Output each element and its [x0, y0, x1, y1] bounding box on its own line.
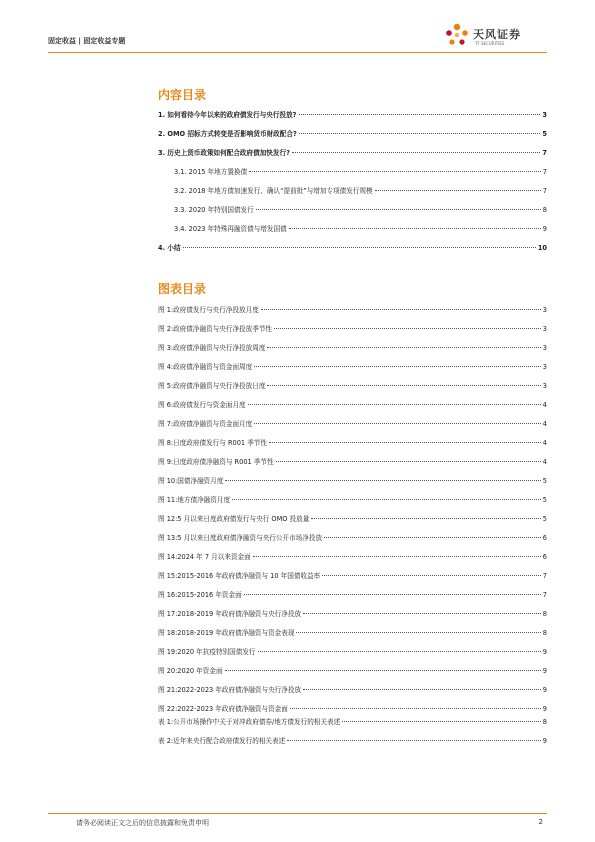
figure-entry-label: 图 6:政府债发行与资金面月度 [158, 401, 246, 409]
figures-title: 图表目录 [158, 282, 207, 296]
dot-leader [296, 632, 540, 633]
toc-entry-page: 9 [542, 225, 547, 233]
dot-leader [254, 423, 541, 424]
dot-leader [311, 518, 540, 519]
figure-entry[interactable] [158, 586, 547, 605]
dot-leader [225, 480, 540, 481]
toc-title: 内容目录 [158, 88, 207, 102]
figure-entry-page: 3 [542, 344, 547, 352]
figure-entry-page: 7 [542, 591, 547, 599]
dot-leader [324, 537, 541, 538]
dot-leader [303, 613, 541, 614]
figure-entry[interactable] [158, 567, 547, 586]
figure-entry[interactable] [158, 529, 547, 548]
figure-entry-label: 图 13:5 月以来日度政府债净融资与央行公开市场净投放 [158, 534, 323, 542]
toc-entry[interactable] [158, 125, 547, 144]
figure-entry-label: 图 14:2024 年 7 月以来资金面 [158, 553, 251, 561]
logo-text-en: TF SECURITIES [475, 41, 505, 46]
table-entry-label: 表 1:公开市场操作中关于对冲政府债券/地方债发行的相关表述 [158, 718, 341, 726]
dot-leader [254, 366, 541, 367]
toc-entry-label: 3.1. 2015 年地方置换债 [174, 168, 248, 176]
figure-entry-label: 图 19:2020 年抗疫特别国债发行 [158, 648, 256, 656]
dot-leader [299, 133, 541, 134]
toc-entry-label: 1. 如何看待今年以来的政府债发行与央行投放? [158, 111, 297, 119]
dot-leader [342, 721, 541, 722]
figure-entry-label: 图 11:地方债净融资月度 [158, 496, 231, 504]
figure-entry-page: 4 [542, 420, 547, 428]
toc-list [158, 106, 547, 258]
dot-leader [292, 152, 541, 153]
dot-leader [269, 442, 541, 443]
dot-leader [244, 594, 541, 595]
figure-entry-page: 5 [542, 515, 547, 523]
toc-entry-page: 10 [537, 244, 547, 252]
toc-entry-page: 3 [542, 111, 547, 119]
figure-entry-page: 8 [542, 629, 547, 637]
logo-flower-icon [443, 22, 471, 50]
figure-entry-page: 9 [542, 705, 547, 713]
figure-entry-page: 9 [542, 648, 547, 656]
dot-leader [253, 556, 541, 557]
toc-entry-page: 7 [542, 187, 547, 195]
table-entry-page: 9 [542, 737, 547, 745]
table-entry-page: 8 [542, 718, 547, 726]
figure-entry[interactable] [158, 339, 547, 358]
figure-entry-page: 6 [542, 553, 547, 561]
figure-entry-label: 图 8:日度政府债发行与 R001 季节性 [158, 439, 267, 447]
figure-entry[interactable] [158, 434, 547, 453]
figure-entry-page: 4 [542, 439, 547, 447]
dot-leader [274, 328, 541, 329]
dot-leader [299, 114, 541, 115]
dot-leader [267, 347, 540, 348]
dot-leader [183, 247, 536, 248]
dot-leader [248, 404, 541, 405]
figure-entry[interactable] [158, 301, 547, 320]
figure-entry-label: 图 21:2022-2023 年政府债净融资与央行净投放 [158, 686, 302, 694]
figure-entry[interactable] [158, 510, 547, 529]
company-logo [437, 22, 547, 52]
dot-leader [375, 190, 541, 191]
figure-entry-label: 图 1:政府债发行与央行净投放月度 [158, 306, 259, 314]
figure-entry-label: 图 18:2018-2019 年政府债净融资与资金表现 [158, 629, 295, 637]
header-category: 固定收益 | 固定收益专题 [48, 37, 126, 45]
figure-entry[interactable] [158, 681, 547, 700]
header-divider [48, 52, 547, 53]
table-entry[interactable] [158, 732, 547, 751]
dot-leader [322, 575, 541, 576]
table-entry[interactable] [158, 713, 547, 732]
dot-leader [289, 228, 541, 229]
figure-entry[interactable] [158, 643, 547, 662]
dot-leader [287, 740, 541, 741]
dot-leader [249, 171, 541, 172]
toc-entry[interactable] [158, 163, 547, 182]
figure-entry-label: 图 7:政府债净融资与资金面月度 [158, 420, 253, 428]
figure-entry-page: 4 [542, 458, 547, 466]
toc-entry-label: 3.3. 2020 年特别国债发行 [174, 206, 254, 214]
table-entry-label: 表 2:近年来央行配合政府债发行的相关表述 [158, 737, 286, 745]
dot-leader [290, 708, 541, 709]
figure-entry[interactable] [158, 358, 547, 377]
toc-entry[interactable] [158, 220, 547, 239]
figure-entry[interactable] [158, 548, 547, 567]
toc-entry[interactable] [158, 239, 547, 258]
dot-leader [267, 385, 540, 386]
figure-entry-page: 7 [542, 572, 547, 580]
figure-entry-label: 图 16:2015-2016 年资金面 [158, 591, 242, 599]
figure-entry[interactable] [158, 605, 547, 624]
figure-entry-label: 图 2:政府债净融资与央行净投放季节性 [158, 325, 273, 333]
toc-entry-page: 7 [542, 149, 547, 157]
toc-entry-page: 8 [542, 206, 547, 214]
figure-entry-page: 3 [542, 306, 547, 314]
figures-list [158, 301, 547, 719]
toc-entry-page: 7 [542, 168, 547, 176]
figure-entry-page: 8 [542, 610, 547, 618]
figure-entry-label: 图 12:5 月以来日度政府债发行与央行 OMO 投放量 [158, 515, 310, 523]
page-header [48, 22, 547, 52]
figure-entry-page: 4 [542, 401, 547, 409]
dot-leader [256, 209, 541, 210]
figure-entry-page: 3 [542, 363, 547, 371]
figure-entry-page: 3 [542, 382, 547, 390]
figure-entry-label: 图 22:2022-2023 年政府债净融资与资金面 [158, 705, 288, 713]
dot-leader [232, 499, 541, 500]
figure-entry-page: 9 [542, 686, 547, 694]
dot-leader [303, 689, 541, 690]
figure-entry[interactable] [158, 453, 547, 472]
toc-entry-label: 3. 历史上货币政策如何配合政府债加快发行? [158, 149, 290, 157]
footer-divider [48, 813, 547, 814]
figure-entry-label: 图 9:日度政府债净融资与 R001 季节性 [158, 458, 274, 466]
logo-text-cn: 天风证券 [473, 28, 521, 41]
page-number: 2 [538, 818, 543, 826]
figure-entry-page: 6 [542, 534, 547, 542]
figure-entry-page: 5 [542, 496, 547, 504]
figure-entry[interactable] [158, 415, 547, 434]
figure-entry[interactable] [158, 491, 547, 510]
figure-entry[interactable] [158, 472, 547, 491]
figure-entry[interactable] [158, 320, 547, 339]
figure-entry[interactable] [158, 662, 547, 681]
footer-disclaimer: 请务必阅读正文之后的信息披露和免责申明 [76, 819, 209, 827]
toc-entry-label: 3.4. 2023 年特殊再融资债与增发国债 [174, 225, 287, 233]
toc-entry-label: 2. OMO 招标方式转变是否影响货币财政配合? [158, 130, 297, 138]
figure-entry[interactable] [158, 396, 547, 415]
toc-entry-label: 4. 小结 [158, 244, 181, 252]
toc-entry[interactable] [158, 182, 547, 201]
toc-entry-page: 5 [542, 130, 547, 138]
toc-entry-label: 3.2. 2018 年地方债加速发行、确认“提前批”与增加专项债发行规模 [174, 187, 373, 195]
toc-entry[interactable] [158, 106, 547, 125]
figure-entry-page: 3 [542, 325, 547, 333]
dot-leader [276, 461, 541, 462]
tables-list [158, 713, 547, 751]
dot-leader [261, 309, 541, 310]
toc-entry[interactable] [158, 201, 547, 220]
figure-entry-label: 图 17:2018-2019 年政府债净融资与央行净投放 [158, 610, 302, 618]
figure-entry-label: 图 10:国债净融资月度 [158, 477, 224, 485]
figure-entry-page: 5 [542, 477, 547, 485]
figure-entry-label: 图 15:2015-2016 年政府债净融资与 10 年国债收益率 [158, 572, 321, 580]
figure-entry-label: 图 4:政府债净融资与资金面周度 [158, 363, 253, 371]
figure-entry-label: 图 5:政府债净融资与央行净投放日度 [158, 382, 266, 390]
figure-entry-label: 图 3:政府债净融资与央行净投放周度 [158, 344, 266, 352]
toc-entry[interactable] [158, 144, 547, 163]
figure-entry[interactable] [158, 624, 547, 643]
figure-entry[interactable] [158, 377, 547, 396]
figure-entry-page: 9 [542, 667, 547, 675]
dot-leader [258, 651, 541, 652]
dot-leader [225, 670, 541, 671]
figure-entry-label: 图 20:2020 年资金面 [158, 667, 223, 675]
